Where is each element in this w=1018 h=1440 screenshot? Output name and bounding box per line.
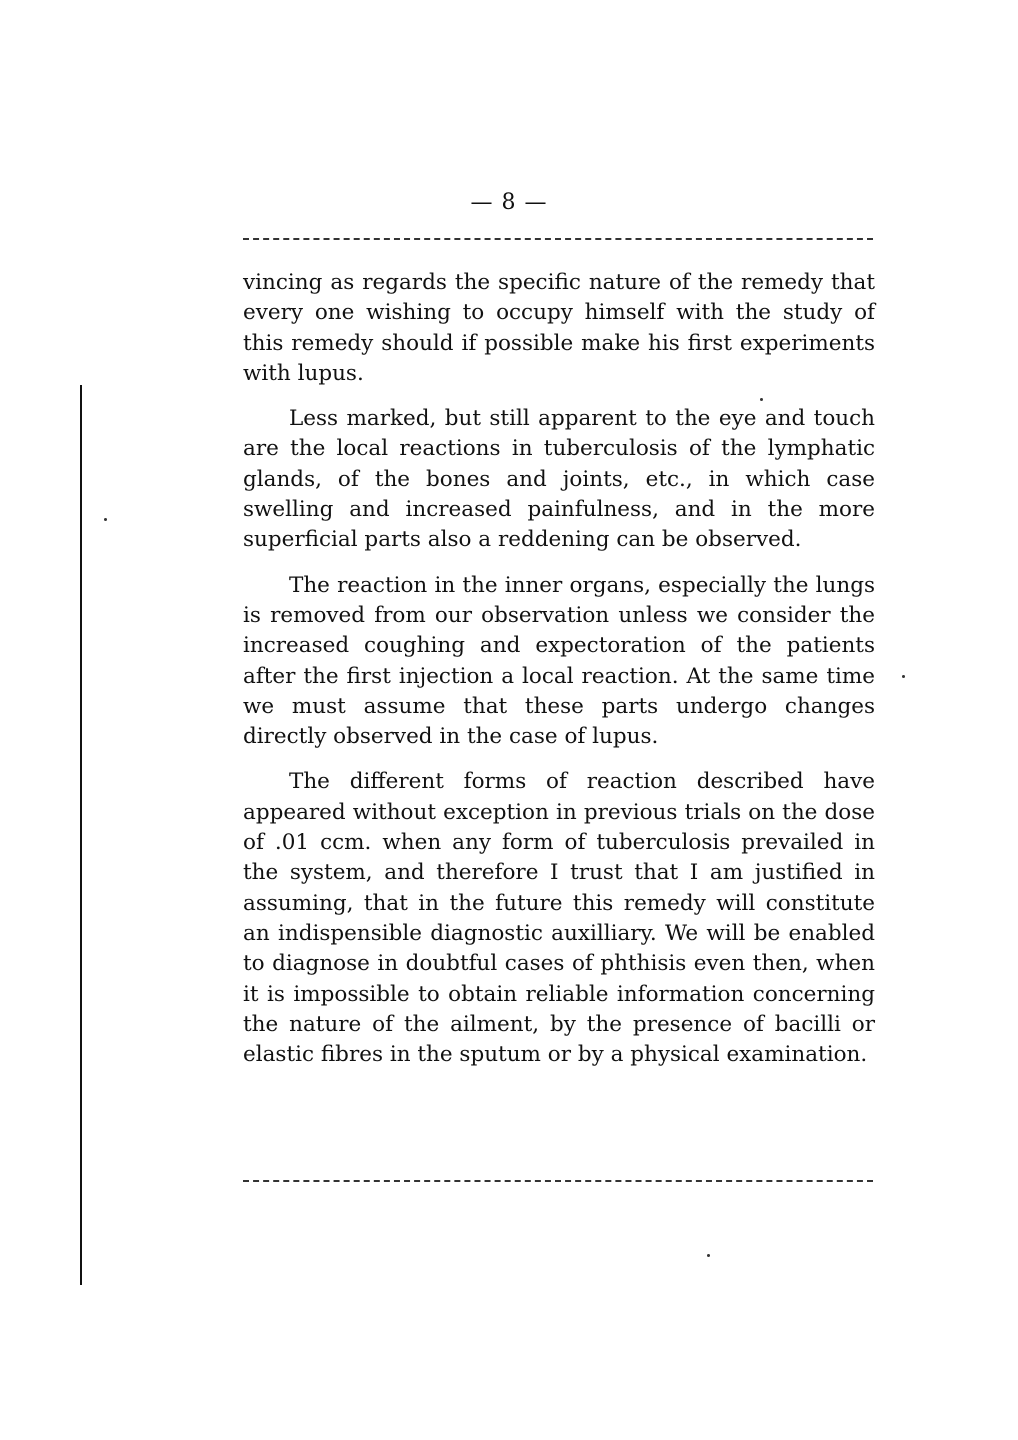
paragraph-diagnostic: The different forms of reaction described have appeared without exception in previous trials on the dose of .01 ccm. when any form of tuberculosis prevailed in the system, and therefore I trust that I am justified in assuming, that in the future this remedy will constitute an indispensible diagnostic auxilliary. We will be enabled to diagnose in doubtful cases of phthisis even then, when it is impossible to obtain reliable information concerning the nature of the ailment, by the presence of bacilli or elastic fibres in the sputum or by a physical examination. <box>243 769 875 1068</box>
paragraph-local-reactions: Less marked, but still apparent to the eye and touch are the local reactions in tuberculosis of the lymphatic glands, of the bones and joints, etc., in which case swelling and increased painfulness, and in the more superficial parts also a reddening can be observed. <box>243 406 875 553</box>
scan-speck <box>902 675 905 678</box>
scan-margin-line <box>80 385 82 1285</box>
body-text <box>243 268 875 1085</box>
footer-rule <box>243 1180 873 1182</box>
page-number: — 8 — <box>470 190 548 215</box>
paragraph-continuation: vincing as regards the specific nature of the remedy that every one wishing to occupy himself with the study of this remedy should if possible make his first experiments with lupus. <box>243 270 875 386</box>
header-rule <box>243 238 873 240</box>
scan-speck <box>104 518 107 521</box>
scan-speck <box>760 398 763 401</box>
scan-speck <box>707 1254 710 1257</box>
paragraph-inner-organs: The reaction in the inner organs, especially the lungs is removed from our observation unless we consider the increased coughing and expectoration of the patients after the first injection a local reaction. At the same time we must assume that these parts undergo changes directly observed in the case of lupus. <box>243 572 875 750</box>
